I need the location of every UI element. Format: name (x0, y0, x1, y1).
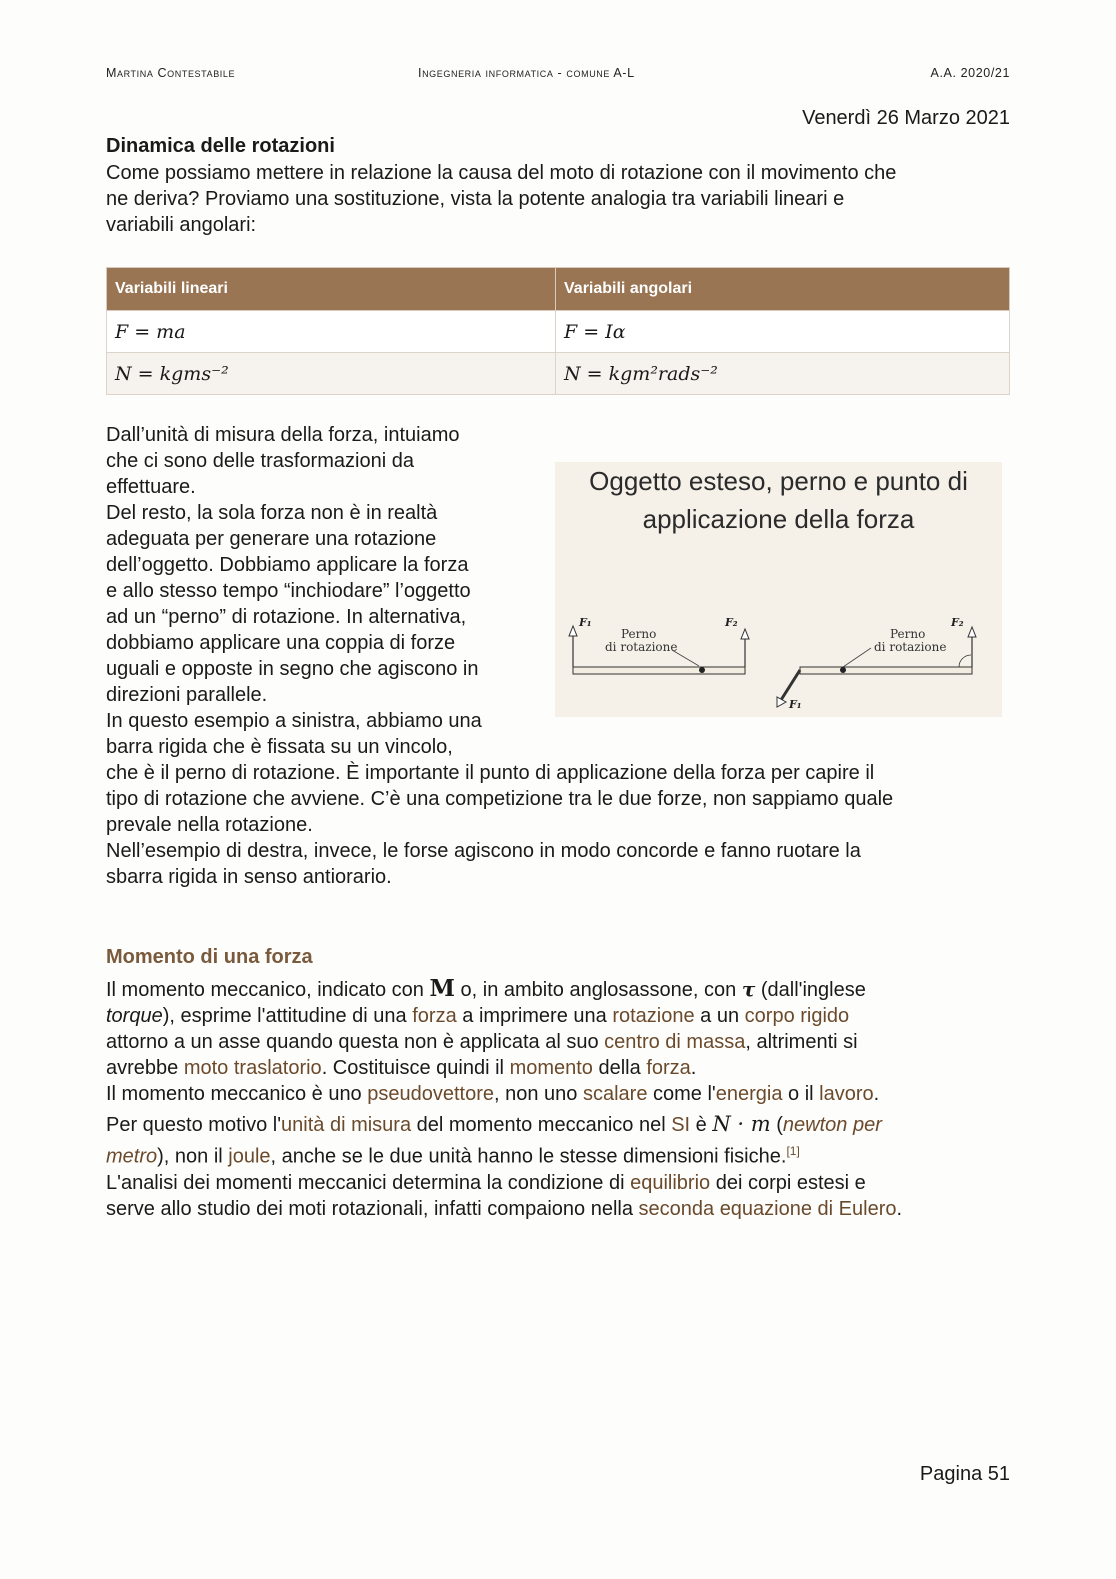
body-line: barra rigida che è fissata su un vincolo, (106, 736, 453, 758)
table-header-linear: Variabili lineari (107, 268, 556, 311)
link-forza[interactable]: forza (646, 1057, 691, 1079)
header-year: A.A. 2020/21 (930, 66, 1010, 80)
link-centro-di-massa[interactable]: centro di massa (604, 1031, 746, 1053)
link-lavoro[interactable]: lavoro (819, 1083, 874, 1105)
figure-title-line: Oggetto esteso, perno e punto di (589, 466, 968, 496)
body-line: prevale nella rotazione. (106, 814, 313, 836)
link-unita-di-misura[interactable]: unità di misura (281, 1114, 412, 1136)
link-moto-traslatorio[interactable]: moto traslatorio (183, 1057, 322, 1079)
table-row (107, 311, 1010, 353)
table-cell: N = kgms⁻² (107, 353, 556, 395)
body-line: effettuare. (106, 476, 196, 498)
body-line: tipo di rotazione che avviene. C’è una competizione tra le due forze, non sappiamo quale (106, 788, 894, 810)
pivot-label: di rotazione (874, 640, 947, 654)
section-title: Dinamica delle rotazioni (106, 135, 335, 157)
pivot-label: Perno (890, 627, 926, 641)
link-scalare[interactable]: scalare (582, 1083, 648, 1105)
moment-line: avrebbe moto traslatorio. Costituisce quindi il momento della forza. (106, 1057, 697, 1079)
body-line: che ci sono delle trasformazioni da (106, 450, 414, 472)
link-equilibrio[interactable]: equilibrio (630, 1171, 711, 1194)
link-newton-per-metro[interactable]: newton per (782, 1114, 882, 1136)
body-line: Del resto, la sola forza non è in realtà (106, 502, 438, 524)
body-line: ad un “perno” di rotazione. In alternativa, (106, 606, 467, 628)
body-line: dobbiamo applicare una coppia di forze (106, 632, 456, 654)
variables-table (106, 267, 1010, 395)
moment-paragraph (106, 976, 1016, 1222)
link-rotazione[interactable]: rotazione (612, 1005, 695, 1027)
link-metro[interactable]: metro (106, 1145, 158, 1168)
page-header (106, 66, 1010, 84)
page-number: Pagina 51 (919, 1463, 1010, 1485)
page-date: Venerdì 26 Marzo 2021 (802, 107, 1010, 129)
header-course: Ingegneria informatica - comune A-L (418, 66, 635, 80)
label-f2: F₂ (725, 616, 738, 629)
reference-link[interactable]: [1] (786, 1144, 800, 1158)
intro-line: ne deriva? Proviamo una sostituzione, vista la potente analogia tra variabili lineari e (106, 188, 845, 210)
figure-title-line: applicazione della forza (642, 504, 915, 534)
pivot-label: Perno (621, 627, 657, 641)
link-seconda-equazione-di-eulero[interactable]: seconda equazione di Eulero (638, 1197, 897, 1220)
body-line: In questo esempio a sinistra, abbiamo una (106, 710, 482, 732)
label-f1: F₁ (789, 698, 802, 711)
table-header-row (107, 268, 1010, 311)
header-author: Martina Contestabile (106, 66, 236, 80)
moment-line: torque), esprime l'attitudine di una forza a imprimere una rotazione a un corpo rigido (106, 1005, 850, 1027)
moment-heading: Momento di una forza (106, 946, 313, 968)
intro-line: Come possiamo mettere in relazione la causa del moto di rotazione con il movimento che (106, 162, 897, 184)
body-line: Nell’esempio di destra, invece, le forse agiscono in modo concorde e fanno ruotare la (106, 840, 861, 862)
intro-paragraph (106, 160, 1016, 238)
math-newton-metro: N · m (712, 1112, 771, 1136)
moment-line: Il momento meccanico, indicato con M o, in ambito anglosassone, con τ (dall'inglese (106, 975, 866, 1002)
table-cell: N = kgm²rads⁻² (556, 353, 1010, 395)
symbol-m: M (429, 975, 455, 1002)
body-line: e allo stesso tempo “inchiodare” l’oggetto (106, 580, 471, 602)
link-si[interactable]: SI (671, 1114, 691, 1136)
table-row (107, 353, 1010, 395)
body-line: dell’oggetto. Dobbiamo applicare la forza (106, 554, 469, 576)
body-line: uguali e opposte in segno che agiscono in (106, 658, 479, 680)
body-line: adeguata per generare una rotazione (106, 528, 437, 550)
body-line: Dall’unità di misura della forza, intuiamo (106, 424, 460, 446)
label-f1: F₁ (579, 616, 592, 629)
symbol-tau: τ (741, 977, 756, 1001)
table-cell: F = ma (107, 311, 556, 353)
link-energia[interactable]: energia (715, 1083, 783, 1105)
table-cell: F = Iα (556, 311, 1010, 353)
link-joule[interactable]: joule (228, 1145, 271, 1168)
link-forza[interactable]: forza (412, 1005, 457, 1027)
pivot-label: di rotazione (605, 640, 678, 654)
link-pseudovettore[interactable]: pseudovettore (367, 1083, 495, 1105)
moment-line: metro), non il joule, anche se le due unità hanno le stesse dimensioni fisiche.[1] (106, 1144, 800, 1168)
link-corpo-rigido[interactable]: corpo rigido (744, 1005, 850, 1027)
table-header-angular: Variabili angolari (556, 268, 1010, 311)
body-line: sbarra rigida in senso antiorario. (106, 866, 392, 888)
body-line: che è il perno di rotazione. È importante il punto di applicazione della forza per capire il (106, 762, 875, 784)
body-line: direzioni parallele. (106, 684, 268, 706)
label-f2: F₂ (951, 616, 964, 629)
body-paragraph (106, 422, 1016, 890)
intro-line: variabili angolari: (106, 214, 257, 236)
moment-line: L'analisi dei momenti meccanici determina la condizione di equilibrio dei corpi estesi e (106, 1171, 866, 1194)
link-momento[interactable]: momento (509, 1057, 593, 1079)
moment-line: attorno a un asse quando questa non è applicata al suo centro di massa, altrimenti si (106, 1031, 858, 1053)
moment-line: Per questo motivo l'unità di misura del momento meccanico nel SI è N · m (newton per (106, 1112, 882, 1136)
moment-line: Il momento meccanico è uno pseudovettore, non uno scalare come l'energia o il lavoro. (106, 1083, 880, 1105)
moment-line: serve allo studio dei moti rotazionali, infatti compaiono nella seconda equazione di Eulero. (106, 1197, 903, 1220)
